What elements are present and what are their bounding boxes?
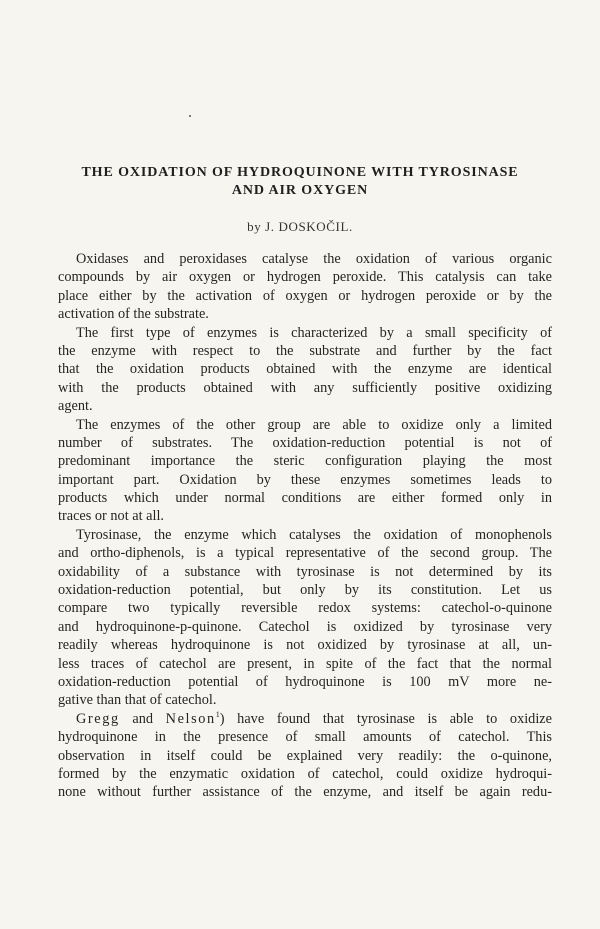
body-line: hydroquinone in the presence of small amounts of catechol. This — [58, 729, 552, 746]
body-line: formed by the enzymatic oxidation of catechol, could oxidize hydroqui- — [58, 765, 552, 782]
reference-marker: 1 — [215, 710, 220, 719]
body-line: traces or not at all. — [58, 508, 164, 525]
article-body — [58, 250, 552, 802]
body-line-first — [58, 710, 552, 728]
body-line: gative than that of catechol. — [58, 692, 217, 709]
body-line: readily whereas hydroquinone is not oxidized by tyrosinase at all, un- — [58, 637, 552, 654]
body-line: that the oxidation products obtained with the enzyme are identical — [58, 361, 552, 378]
body-line: oxidation-reduction potential, but only by its constitution. Let us — [58, 582, 552, 599]
author-name-gregg: Gregg — [76, 710, 120, 727]
body-line: The enzymes of the other group are able to oxidize only a limited — [76, 416, 552, 433]
body-line: oxidation-reduction potential of hydroquinone is 100 mV more ne- — [58, 673, 552, 690]
body-line: Oxidases and peroxidases catalyse the oxidation of various organic — [76, 251, 552, 267]
body-line: the enzyme with respect to the substrate and further by the fact — [58, 342, 552, 359]
body-line: predominant importance the steric configuration playing the most — [58, 453, 552, 470]
body-line: Tyrosinase, the enzyme which catalyses the oxidation of monophenols — [76, 526, 552, 543]
body-line: with the products obtained with any sufficiently positive oxidizing — [58, 379, 552, 396]
body-line-rest: ) have found that tyrosinase is able to oxidize — [219, 710, 552, 727]
body-line: The first type of enzymes is characterized by a small specificity of — [76, 324, 552, 341]
title-line-1: THE OXIDATION OF HYDROQUINONE WITH TYROSINASE — [81, 165, 519, 180]
article-title — [40, 164, 560, 200]
body-line: less traces of catechol are present, in spite of the fact that the normal — [58, 655, 552, 672]
body-line: observation in itself could be explained very readily: the o-quinone, — [58, 747, 552, 764]
title-line-2: AND AIR OXYGEN — [231, 183, 369, 198]
body-line: none without further assistance of the enzyme, and itself be again redu- — [58, 784, 552, 801]
speck-mark — [189, 115, 191, 117]
body-line: number of substrates. The oxidation-reduction potential is not of — [58, 434, 552, 451]
body-line: place either by the activation of oxygen or hydrogen peroxide or by the — [58, 287, 552, 304]
author-name-nelson: Nelson — [165, 710, 216, 727]
body-line: agent. — [58, 398, 93, 415]
body-line: compounds by air oxygen or hydrogen peroxide. This catalysis can take — [58, 269, 552, 286]
body-line: oxidability of a substance with tyrosinase is not determined by its — [58, 563, 552, 580]
body-line: and ortho-diphenols, is a typical representative of the second group. The — [58, 545, 552, 562]
author-line: by J. DOSKOČIL. — [247, 219, 353, 234]
body-line: and hydroquinone-p-quinone. Catechol is oxidized by tyrosinase very — [58, 618, 552, 635]
body-line: products which under normal conditions are either formed only in — [58, 490, 552, 507]
body-line: compare two typically reversible redox systems: catechol-o-quinone — [58, 600, 552, 617]
conjunction: and — [119, 710, 166, 727]
body-line: activation of the substrate. — [58, 306, 209, 323]
body-line: important part. Oxidation by these enzymes sometimes leads to — [58, 471, 552, 488]
